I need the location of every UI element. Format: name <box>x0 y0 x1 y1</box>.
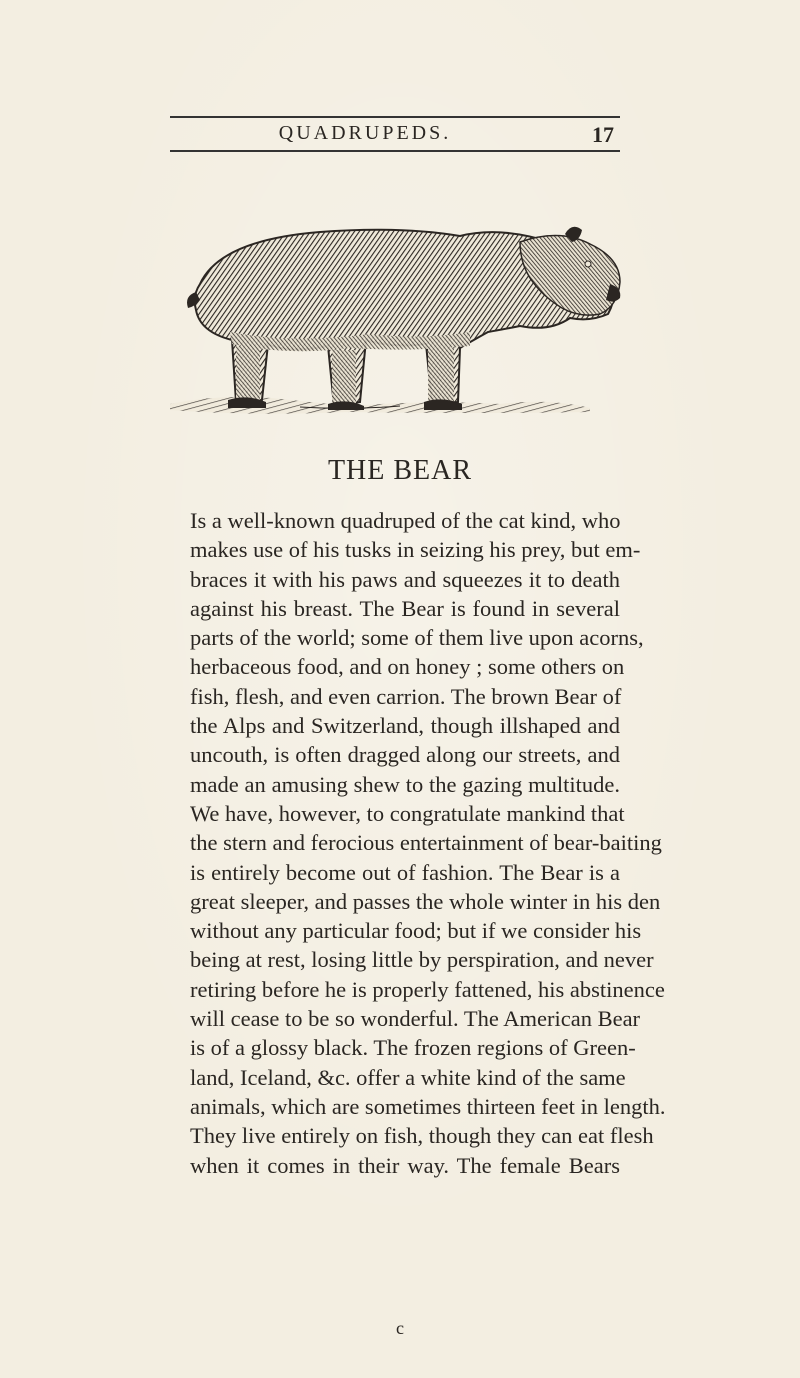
bear-illustration <box>170 222 630 422</box>
running-head: QUADRUPEDS. <box>278 122 452 144</box>
body-line: without any particular food; but if we consider his <box>190 918 642 944</box>
body-line: Is a well-known quadruped of the cat kind, who <box>190 508 621 533</box>
bear-engraving-icon <box>170 222 630 422</box>
header-rule-top <box>170 116 620 118</box>
page-number: 17 <box>592 122 614 147</box>
body-line: when it comes in their way. The female Bears <box>190 1152 620 1178</box>
body-line: parts of the world; some of them live upon acorns, <box>190 625 644 651</box>
body-line: is of a glossy black. The frozen regions of Green- <box>190 1035 636 1061</box>
body-line: uncouth, is often dragged along our streets, and <box>190 742 620 768</box>
body-line: braces it with his paws and squeezes it to death <box>190 566 620 592</box>
body-line: animals, which are sometimes thirteen feet in length. <box>190 1093 666 1119</box>
body-line: the stern and ferocious entertainment of bear-baiting <box>190 830 662 856</box>
body-line: fish, flesh, and even carrion. The brown Bear of <box>190 683 622 709</box>
article-title: THE BEAR <box>327 455 473 486</box>
signature-mark: c <box>396 1318 404 1338</box>
body-line: They live entirely on fish, though they can eat flesh <box>190 1123 654 1149</box>
body-text <box>190 506 666 1180</box>
body-line: is entirely become out of fashion. The Bear is a <box>190 859 620 885</box>
page-header <box>170 112 620 156</box>
body-line: great sleeper, and passes the whole winter in his den <box>190 888 661 914</box>
body-line: makes use of his tusks in seizing his prey, but em- <box>190 537 641 563</box>
header-rule-bottom <box>170 150 620 152</box>
body-line: herbaceous food, and on honey ; some others on <box>190 654 625 680</box>
body-line: We have, however, to congratulate mankind that <box>190 800 625 826</box>
body-line: being at rest, losing little by perspiration, and never <box>190 947 654 973</box>
body-line: the Alps and Switzerland, though illshaped and <box>190 713 620 739</box>
body-line: retiring before he is properly fattened, his abstinence <box>190 976 665 1002</box>
body-line: against his breast. The Bear is found in several <box>190 595 620 621</box>
body-line: made an amusing shew to the gazing multitude. <box>190 771 620 797</box>
body-line: will cease to be so wonderful. The American Bear <box>190 1006 641 1032</box>
body-line: land, Iceland, &c. offer a white kind of the same <box>190 1064 626 1090</box>
